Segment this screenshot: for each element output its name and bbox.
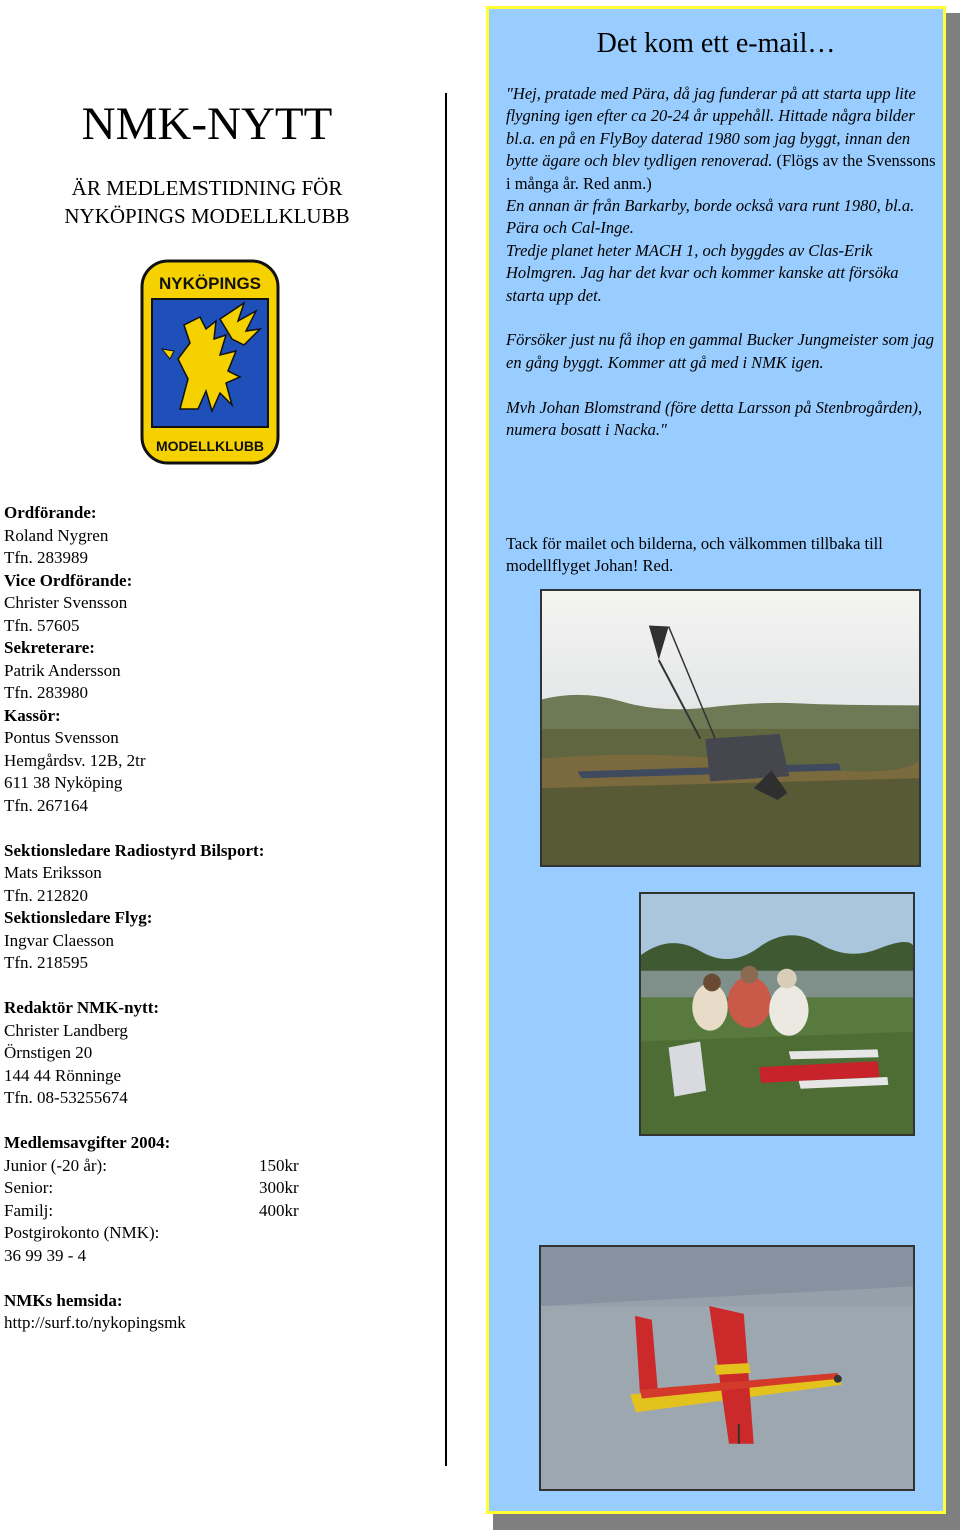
subtitle-line-2: NYKÖPINGS MODELLKLUBB xyxy=(64,204,350,228)
section-line: Ingvar Claesson xyxy=(4,930,115,950)
membership-fees xyxy=(4,1132,424,1267)
editor-role: Redaktör NMK-nytt: xyxy=(4,998,160,1017)
email-paragraph: En annan är från Barkarby, borde också vara runt 1980, bl.a. Pära och Cal-Inge. xyxy=(506,196,915,238)
section-line: Mats Eriksson xyxy=(4,863,102,882)
email-text xyxy=(506,83,936,441)
editor-reply: Tack för mailet och bilderna, och välkommen tillbaka till modellflyget Johan! Red. xyxy=(506,534,883,576)
homepage-title: NMKs hemsida: xyxy=(4,1290,123,1310)
fee-row xyxy=(4,1155,424,1178)
logo-bottom-text: MODELLKLUBB xyxy=(155,438,265,454)
logo-top-text: NYKÖPINGS xyxy=(158,274,262,293)
board-line: Tfn. 283989 xyxy=(4,548,89,567)
email-paragraph: "Hej, pratade med Pära, då jag funderar på att starta upp lite flygning igen efter ca 20-24 år uppehåll. Hittade några bilder bl.a. en på en FlyBoy daterad 1980 som jag byggt, innan den bytte ägare och blev tydligen renoverad. xyxy=(506,84,916,171)
section-line: Tfn. 212820 xyxy=(4,885,89,905)
section-line: Tfn. 218595 xyxy=(4,953,89,972)
board-line: Tfn. 267164 xyxy=(4,795,89,815)
board-line: Tfn. 283980 xyxy=(4,683,89,702)
fee-value: 300kr xyxy=(259,1178,299,1197)
photo-mach1 xyxy=(539,1245,915,1491)
fee-row xyxy=(4,1200,424,1223)
board-line: 611 38 Nyköping xyxy=(4,773,123,792)
email-paragraph: Tredje planet heter MACH 1, och byggdes av Clas-Erik Holmgren. Jag har det kvar och kommer kanske att försöka starta upp det. xyxy=(506,240,899,305)
editor-note: (Flögs av the Svenssons i många år. Red anm.) xyxy=(506,151,936,193)
editor-line: Christer Landberg xyxy=(4,1020,128,1040)
board-line: Patrik Andersson xyxy=(4,660,121,680)
panel-title: Det kom ett e-mail… xyxy=(596,28,836,59)
board-line: Pontus Svensson xyxy=(4,728,119,747)
editor-line: Örnstigen 20 xyxy=(4,1043,93,1062)
email-paragraph: Försöker just nu få ihop en gammal Bucker Jungmeister som jag en gång byggt. Kommer att gå med i NMK igen. xyxy=(506,330,935,372)
fee-label: Senior: xyxy=(4,1178,54,1197)
giro-label: Postgirokonto (NMK): xyxy=(4,1223,160,1242)
email-signature: Mvh Johan Blomstrand (före detta Larsson på Stenbrogården), numera bosatt i Nacka." xyxy=(506,397,923,440)
photo-barkarby xyxy=(639,892,915,1136)
email-panel xyxy=(486,6,946,1514)
section-role: Sektionsledare Radiostyrd Bilsport: xyxy=(4,840,265,860)
board-line: Christer Svensson xyxy=(4,593,128,612)
board-role: Sekreterare: xyxy=(4,638,95,657)
board-role: Ordförande: xyxy=(4,503,97,522)
fee-label: Familj: xyxy=(4,1200,54,1220)
contact-list xyxy=(4,502,424,1335)
editor-line: 144 44 Rönninge xyxy=(4,1065,122,1085)
griffin-emblem-icon xyxy=(140,259,280,465)
board-line: Tfn. 57605 xyxy=(4,615,80,635)
fee-value: 150kr xyxy=(259,1155,299,1175)
newsletter-subtitle xyxy=(0,174,414,230)
subtitle-line-1: ÄR MEDLEMSTIDNING FÖR xyxy=(71,176,343,200)
fee-value: 400kr xyxy=(259,1200,299,1220)
photo-flyboy xyxy=(540,589,921,867)
board-line: Roland Nygren xyxy=(4,525,109,545)
board-role: Vice Ordförande: xyxy=(4,570,133,590)
section-role: Sektionsledare Flyg: xyxy=(4,908,153,927)
club-logo xyxy=(140,259,280,465)
board-line: Hemgårdsv. 12B, 2tr xyxy=(4,750,146,770)
fee-row xyxy=(4,1177,424,1200)
editor-line: Tfn. 08-53255674 xyxy=(4,1088,128,1107)
column-divider xyxy=(445,93,447,1466)
fees-title: Medlemsavgifter 2004: xyxy=(4,1133,171,1152)
board-role: Kassör: xyxy=(4,705,61,725)
homepage-link[interactable]: http://surf.to/nykopingsmk xyxy=(4,1313,186,1332)
giro-number: 36 99 39 - 4 xyxy=(4,1245,87,1265)
fee-label: Junior (-20 år): xyxy=(4,1155,107,1175)
newsletter-title: NMK-NYTT xyxy=(81,98,333,150)
